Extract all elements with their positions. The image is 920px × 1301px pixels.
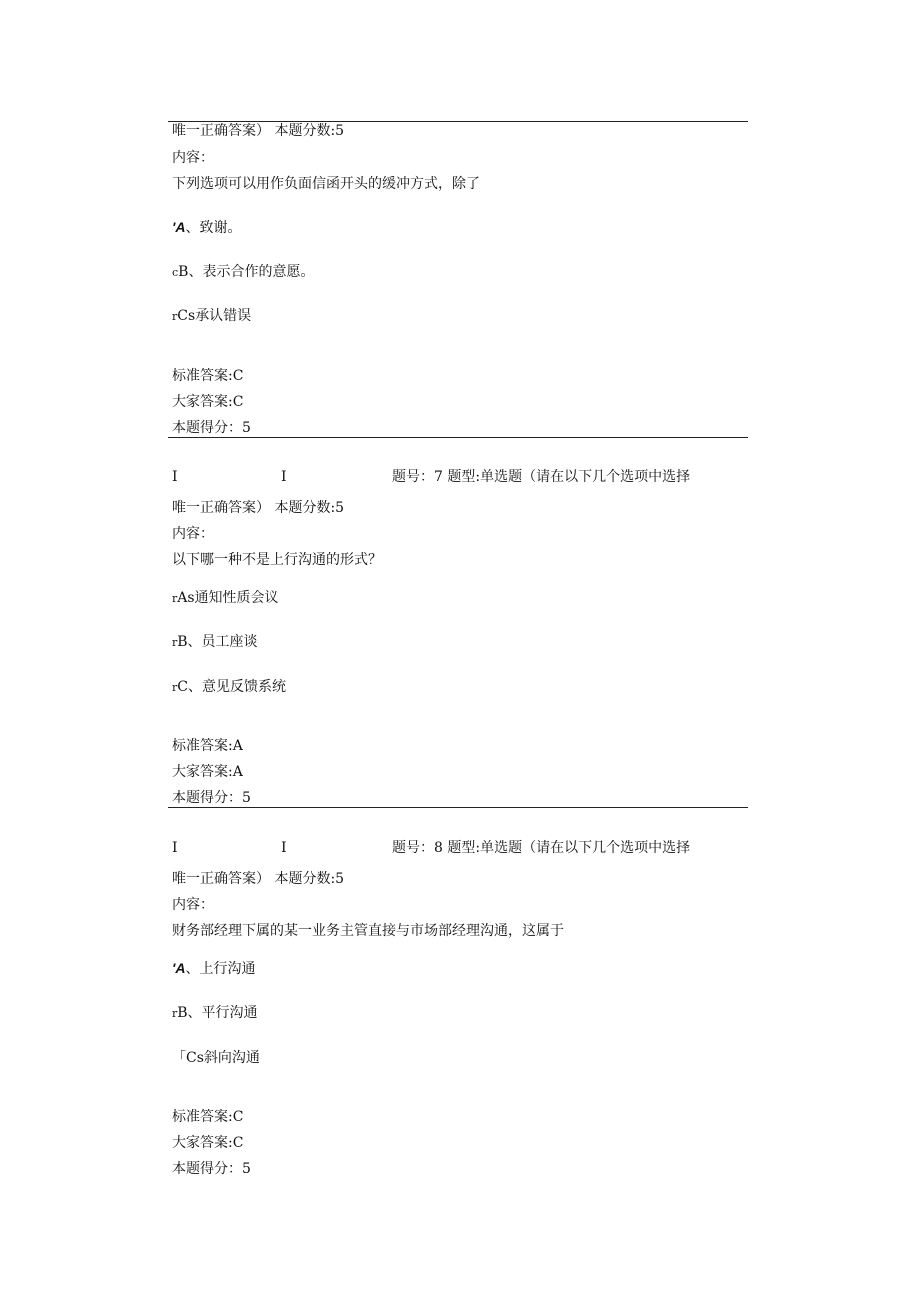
question-7-standard-answer: 标准答案:A bbox=[172, 738, 243, 754]
radio-marker: 'A bbox=[172, 960, 186, 976]
question-6-content-label: 内容： bbox=[172, 150, 214, 166]
question-8-content-label: 内容： bbox=[172, 897, 214, 913]
question-6-standard-answer: 标准答案:C bbox=[172, 368, 244, 384]
radio-marker: 「 bbox=[172, 1050, 186, 1066]
question-8-marker-left: I bbox=[172, 840, 178, 856]
divider bbox=[168, 807, 748, 808]
option-label: Cs斜向沟通 bbox=[186, 1050, 260, 1066]
question-6-header-line2: 唯一正确答案） 本题分数:5 bbox=[172, 123, 345, 139]
question-7-option-a[interactable] bbox=[172, 589, 279, 608]
option-label: B、员工座谈 bbox=[177, 634, 258, 650]
question-8-score: 本题得分：5 bbox=[172, 1161, 251, 1177]
question-8-header-line1: 题号：8 题型:单选题（请在以下几个选项中选择 bbox=[392, 840, 691, 856]
question-7-marker-mid: I bbox=[281, 469, 287, 485]
option-label: B、平行沟通 bbox=[177, 1005, 258, 1021]
radio-marker: r bbox=[172, 681, 178, 694]
option-label: C、意见反馈系统 bbox=[177, 679, 286, 695]
question-8-marker-mid: I bbox=[281, 840, 287, 856]
option-label: B、表示合作的意愿。 bbox=[178, 264, 315, 280]
question-6-text: 下列选项可以用作负面信函开头的缓冲方式，除了 bbox=[172, 176, 480, 192]
question-7-score: 本题得分：5 bbox=[172, 790, 251, 806]
question-8-header-line2: 唯一正确答案） 本题分数:5 bbox=[172, 871, 345, 887]
question-7-text: 以下哪一种不是上行沟通的形式？ bbox=[172, 552, 382, 568]
option-label: Cs承认错误 bbox=[177, 308, 252, 324]
question-6-option-a[interactable] bbox=[172, 218, 241, 237]
question-8-option-a[interactable] bbox=[172, 959, 255, 978]
question-7-everyone-answer: 大家答案:A bbox=[172, 764, 243, 780]
question-8-everyone-answer: 大家答案:C bbox=[172, 1135, 244, 1151]
option-label: As通知性质会议 bbox=[177, 590, 279, 606]
question-7-option-b[interactable] bbox=[172, 633, 258, 652]
radio-marker: c bbox=[172, 266, 179, 279]
question-6-option-c[interactable] bbox=[172, 307, 251, 326]
question-6-option-b[interactable] bbox=[172, 263, 314, 282]
radio-marker: r bbox=[172, 592, 178, 605]
question-6-everyone-answer: 大家答案:C bbox=[172, 394, 244, 410]
question-8-option-c[interactable] bbox=[172, 1049, 260, 1067]
question-7-content-label: 内容： bbox=[172, 526, 214, 542]
question-8-standard-answer: 标准答案:C bbox=[172, 1109, 244, 1125]
question-7-option-c[interactable] bbox=[172, 678, 286, 697]
radio-marker: r bbox=[172, 310, 178, 323]
question-7-header-line2: 唯一正确答案） 本题分数:5 bbox=[172, 500, 345, 516]
option-label: 、致谢。 bbox=[185, 220, 242, 236]
radio-marker: r bbox=[172, 636, 178, 649]
radio-marker: r bbox=[172, 1007, 178, 1020]
question-7-header-line1: 题号：7 题型:单选题（请在以下几个选项中选择 bbox=[392, 469, 691, 485]
option-label: 、上行沟通 bbox=[185, 961, 256, 977]
question-8-text: 财务部经理下属的某一业务主管直接与市场部经理沟通，这属于 bbox=[172, 923, 564, 939]
divider bbox=[168, 437, 748, 438]
question-6-score: 本题得分：5 bbox=[172, 420, 251, 436]
question-8-option-b[interactable] bbox=[172, 1004, 258, 1023]
question-7-marker-left: I bbox=[172, 469, 178, 485]
radio-marker: 'A bbox=[172, 219, 186, 235]
